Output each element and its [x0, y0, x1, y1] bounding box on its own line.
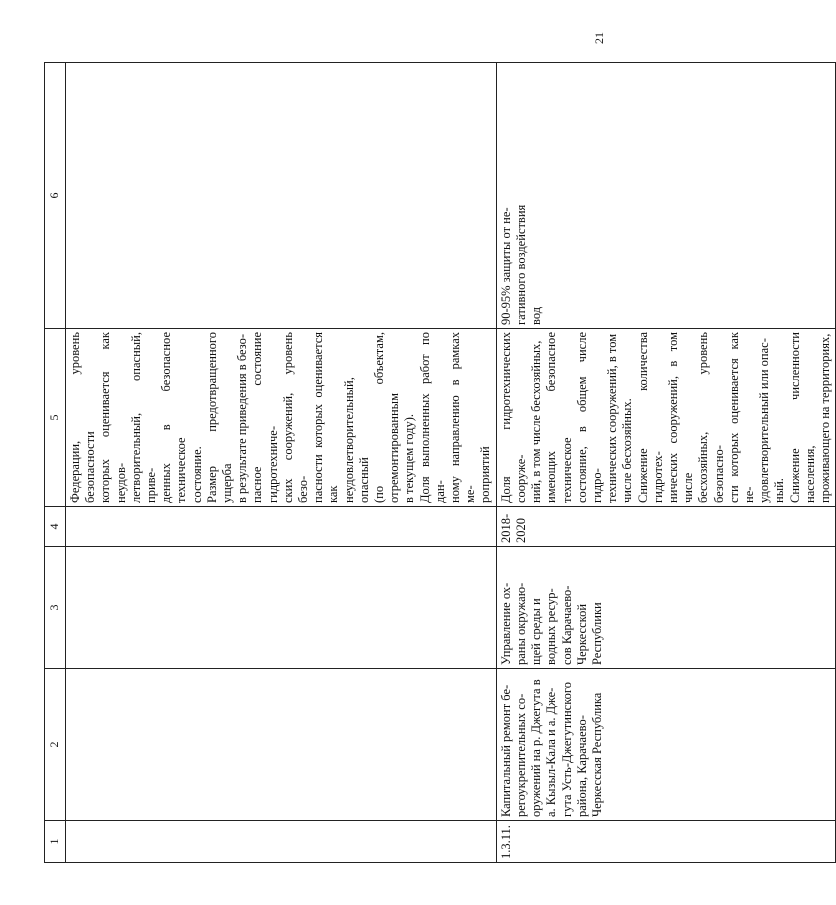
text-line: а. Кызыл-Кала и а. Дже- — [544, 687, 559, 817]
text-line: водных ресур- — [544, 588, 559, 665]
text-line: (по объектам, отремонтированным — [372, 332, 402, 503]
text-line: проживающего на территориях, — [817, 333, 832, 503]
text-line: технических сооружений, в том — [605, 333, 620, 503]
column-header-1: 1 — [45, 821, 66, 863]
text-line: ный. — [772, 478, 787, 503]
rotated-table-container — [44, 63, 832, 863]
text-line: гативного воздействия — [513, 204, 528, 325]
column-header-6: 6 — [45, 63, 66, 329]
text-line: пасное состояние гидротехниче- — [250, 332, 280, 503]
text-line: Доля выполненных работ по дан- — [417, 332, 447, 503]
cell-expected-result — [496, 63, 835, 329]
text-line: состояние, в общем числе гидро- — [574, 332, 604, 503]
text-line: Федерации, уровень безопасности — [68, 332, 98, 503]
cell-continued-2 — [66, 669, 497, 821]
cell-responsible — [496, 547, 835, 669]
text-line: ских сооружений, уровень безо- — [280, 332, 311, 503]
cell-period — [496, 507, 835, 547]
text-line: оружений на р. Джегута в — [529, 679, 544, 817]
text-line: летворительный, опасный, приве- — [128, 332, 159, 503]
text-line: денных в безопасное техническое — [159, 332, 189, 503]
text-line: ний, в том числе бесхозяйных, — [529, 340, 544, 503]
text-line: Доля гидротехнических сооруже- — [498, 332, 528, 503]
cell-indicators — [496, 329, 835, 507]
table-row-continued — [66, 63, 497, 863]
text-line: 90-95% защиты от не- — [498, 207, 513, 325]
text-line: бесхозяйных, уровень безопасно- — [696, 332, 726, 503]
text-line: состояние. — [189, 446, 204, 503]
text-line: имеющих безопасное техническое — [544, 332, 574, 503]
cell-continued-6 — [66, 63, 497, 329]
text-line: Снижение количества гидротех- — [635, 332, 665, 503]
text-line: раны окружаю- — [513, 582, 528, 665]
text-line: 2018- — [498, 513, 513, 543]
cell-continued-3 — [66, 547, 497, 669]
text-line: Черкесская Республика — [589, 692, 604, 817]
column-header-3: 3 — [45, 547, 66, 669]
column-header-5: 5 — [45, 329, 66, 507]
text-line: Черкесской — [574, 603, 589, 665]
text-line: Снижение численности населения, — [787, 332, 817, 503]
text-line: щей среды и — [529, 598, 544, 665]
text-line: гута Усть-Джегутинского — [559, 682, 574, 817]
column-header-2: 2 — [45, 669, 66, 821]
text-line: Управление ох- — [498, 582, 513, 665]
text-line: регоукрепительных со- — [513, 693, 528, 817]
column-header-4: 4 — [45, 507, 66, 547]
measures-table — [44, 62, 836, 863]
cell-continued-1 — [66, 821, 497, 863]
text-line: Капитальный ремонт бе- — [498, 684, 513, 817]
text-line: Республики — [589, 602, 604, 665]
cell-measure-name — [496, 669, 835, 821]
text-line: числе бесхозяйных. — [620, 398, 635, 503]
text-line: удовлетворительный или опас- — [757, 338, 772, 503]
text-line: неудовлетворительный, опасный — [341, 377, 371, 503]
cell-row-number: 1.3.11. — [496, 821, 835, 863]
text-line: в текущем году). — [402, 414, 417, 503]
text-line: 2020 — [513, 518, 528, 543]
text-line: пасности которых оценивается как — [311, 332, 341, 503]
text-line: роприятий — [478, 446, 493, 503]
page-number: 21 — [592, 32, 606, 44]
cell-continued-indicators — [66, 329, 497, 507]
text-line: которых оценивается как неудов- — [98, 332, 128, 503]
text-line: нических сооружений, в том числе — [665, 332, 696, 503]
cell-continued-4 — [66, 507, 497, 547]
text-line: сти которых оценивается как не- — [726, 332, 756, 503]
text-line: сов Карачаево- — [559, 585, 574, 665]
text-line: ному направлению в рамках ме- — [448, 332, 478, 503]
text-line: в результате приведения в безо- — [235, 334, 250, 503]
column-number-row — [45, 63, 66, 863]
table-row-1-3-11 — [496, 63, 835, 863]
text-line: Размер предотвращенного ущерба — [204, 332, 235, 503]
text-line: района, Карачаево- — [574, 715, 589, 817]
text-line: вод — [529, 306, 544, 325]
